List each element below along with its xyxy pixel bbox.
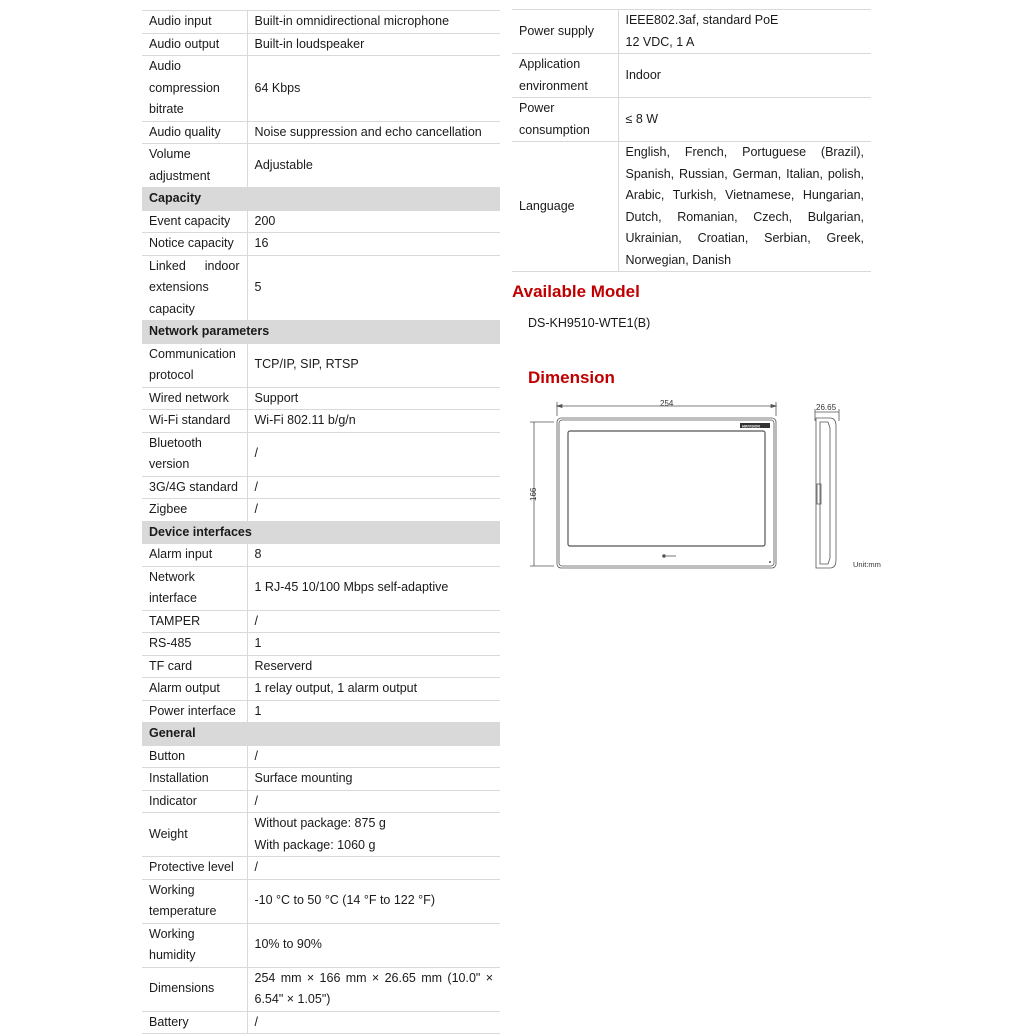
spec-value: / [247, 499, 500, 522]
spec-key: Working temperature [142, 879, 247, 923]
spec-key: Power supply [512, 10, 618, 54]
spec-row-communication-protocol [142, 343, 500, 387]
spec-row-battery [142, 1011, 500, 1034]
spec-row-working-humidity [142, 923, 500, 967]
model-number: DS-KH9510-WTE1(B) [528, 316, 651, 330]
spec-value: / [247, 745, 500, 768]
spec-key: Notice capacity [142, 233, 247, 256]
spec-value: Without package: 875 g With package: 1060 g [247, 813, 500, 857]
dimension-drawing [524, 396, 894, 576]
spec-row-language [512, 142, 871, 272]
spec-key: Audio compression bitrate [142, 56, 247, 122]
spec-key: Working humidity [142, 923, 247, 967]
dimension-heading: Dimension [528, 368, 615, 387]
spec-row-power-interface [142, 700, 500, 723]
spec-row-bluetooth-version [142, 432, 500, 476]
spec-key: Volume adjustment [142, 144, 247, 188]
spec-row-tamper [142, 610, 500, 633]
section-title: Network parameters [142, 321, 500, 344]
spec-row-wired-network [142, 387, 500, 410]
width-dimension-label: 254 [660, 399, 674, 408]
spec-key: Bluetooth version [142, 432, 247, 476]
spec-value: Surface mounting [247, 768, 500, 791]
section-device-interfaces [142, 521, 500, 544]
spec-row-zigbee [142, 499, 500, 522]
spec-row-volume-adjustment [142, 144, 500, 188]
spec-row-notice-capacity [142, 233, 500, 256]
spec-key: RS-485 [142, 633, 247, 656]
spec-value: 254 mm × 166 mm × 26.65 mm (10.0" × 6.54" × 1.05") [247, 967, 500, 1011]
spec-row-power-consumption [512, 98, 871, 142]
spec-value: Built-in loudspeaker [247, 33, 500, 56]
spec-key: Audio input [142, 11, 247, 34]
height-dimension-label: 166 [529, 487, 538, 501]
spec-key: Alarm output [142, 678, 247, 701]
spec-key: Power interface [142, 700, 247, 723]
spec-row-audio-output [142, 33, 500, 56]
spec-value: ≤ 8 W [618, 98, 871, 142]
spec-row-installation [142, 768, 500, 791]
spec-key: Power consumption [512, 98, 618, 142]
spec-row-tf-card [142, 655, 500, 678]
spec-value: / [247, 790, 500, 813]
spec-value: 200 [247, 210, 500, 233]
spec-row-application-environment [512, 54, 871, 98]
section-network-parameters [142, 321, 500, 344]
spec-value: -10 °C to 50 °C (14 °F to 122 °F) [247, 879, 500, 923]
spec-value: Reserverd [247, 655, 500, 678]
section-title: Capacity [142, 188, 500, 211]
spec-row-button [142, 745, 500, 768]
spec-key: Wired network [142, 387, 247, 410]
spec-value: TCP/IP, SIP, RTSP [247, 343, 500, 387]
spec-row-audio-quality [142, 121, 500, 144]
spec-value: / [247, 432, 500, 476]
spec-row-indicator [142, 790, 500, 813]
section-title: General [142, 723, 500, 746]
spec-value: / [247, 610, 500, 633]
section-capacity [142, 188, 500, 211]
spec-value: Wi-Fi 802.11 b/g/n [247, 410, 500, 433]
spec-row-protective-level [142, 857, 500, 880]
section-general [142, 723, 500, 746]
spec-row-dimensions [142, 967, 500, 1011]
spec-key: Language [512, 142, 618, 272]
spec-row-working-temperature [142, 879, 500, 923]
spec-key: Zigbee [142, 499, 247, 522]
spec-value: 8 [247, 544, 500, 567]
spec-value: / [247, 476, 500, 499]
spec-row-audio-compression-bitrate [142, 56, 500, 122]
spec-key: TF card [142, 655, 247, 678]
spec-key: Communication protocol [142, 343, 247, 387]
spec-value: 1 [247, 633, 500, 656]
spec-value: Built-in omnidirectional microphone [247, 11, 500, 34]
spec-row-linked-indoor-extensions-capacity [142, 255, 500, 321]
spec-key: Linked indoor extensions capacity [142, 255, 247, 321]
brand-label: HIKVISION [742, 424, 760, 429]
spec-value: / [247, 1011, 500, 1034]
spec-key: Audio output [142, 33, 247, 56]
spec-key: Battery [142, 1011, 247, 1034]
unit-label: Unit:mm [853, 560, 881, 569]
spec-row-event-capacity [142, 210, 500, 233]
spec-key: Wi-Fi standard [142, 410, 247, 433]
spec-row-rs-485 [142, 633, 500, 656]
spec-key: Network interface [142, 566, 247, 610]
spec-value: / [247, 857, 500, 880]
spec-key: Button [142, 745, 247, 768]
spec-key: Weight [142, 813, 247, 857]
spec-value: IEEE802.3af, standard PoE 12 VDC, 1 A [618, 10, 871, 54]
spec-key: Installation [142, 768, 247, 791]
spec-key: Application environment [512, 54, 618, 98]
spec-value: 1 RJ-45 10/100 Mbps self-adaptive [247, 566, 500, 610]
home-button-icon [662, 554, 666, 558]
spec-row-alarm-output [142, 678, 500, 701]
spec-key: 3G/4G standard [142, 476, 247, 499]
spec-row-alarm-input [142, 544, 500, 567]
spec-value: Indoor [618, 54, 871, 98]
spec-value: Support [247, 387, 500, 410]
spec-value: Adjustable [247, 144, 500, 188]
spec-value: 10% to 90% [247, 923, 500, 967]
spec-key: TAMPER [142, 610, 247, 633]
spec-key: Event capacity [142, 210, 247, 233]
available-model-heading: Available Model [512, 282, 640, 301]
spec-value: English, French, Portuguese (Brazil), Spanish, Russian, German, Italian, polish, Arabic, Turkish, Vietnamese, Hungarian, Dutch, Romanian, Czech, Bulgarian, Ukrainian, Croatian, Serbian, Greek, Norwegian, Danish [618, 142, 871, 272]
spec-key: Indicator [142, 790, 247, 813]
spec-value: 1 [247, 700, 500, 723]
spec-value: 1 relay output, 1 alarm output [247, 678, 500, 701]
section-title: Device interfaces [142, 521, 500, 544]
right-spec-table [512, 9, 871, 272]
left-spec-table [142, 10, 500, 1034]
spec-key: Protective level [142, 857, 247, 880]
depth-dimension-label: 26.65 [816, 403, 837, 412]
spec-value: 64 Kbps [247, 56, 500, 122]
spec-value: 16 [247, 233, 500, 256]
spec-row-audio-input [142, 11, 500, 34]
spec-row-network-interface [142, 566, 500, 610]
spec-value: 5 [247, 255, 500, 321]
spec-row-power-supply [512, 10, 871, 54]
spec-key: Dimensions [142, 967, 247, 1011]
spec-row-wi-fi-standard [142, 410, 500, 433]
spec-row-weight [142, 813, 500, 857]
spec-key: Alarm input [142, 544, 247, 567]
spec-value: Noise suppression and echo cancellation [247, 121, 500, 144]
spec-row-3g-4g-standard [142, 476, 500, 499]
spec-key: Audio quality [142, 121, 247, 144]
